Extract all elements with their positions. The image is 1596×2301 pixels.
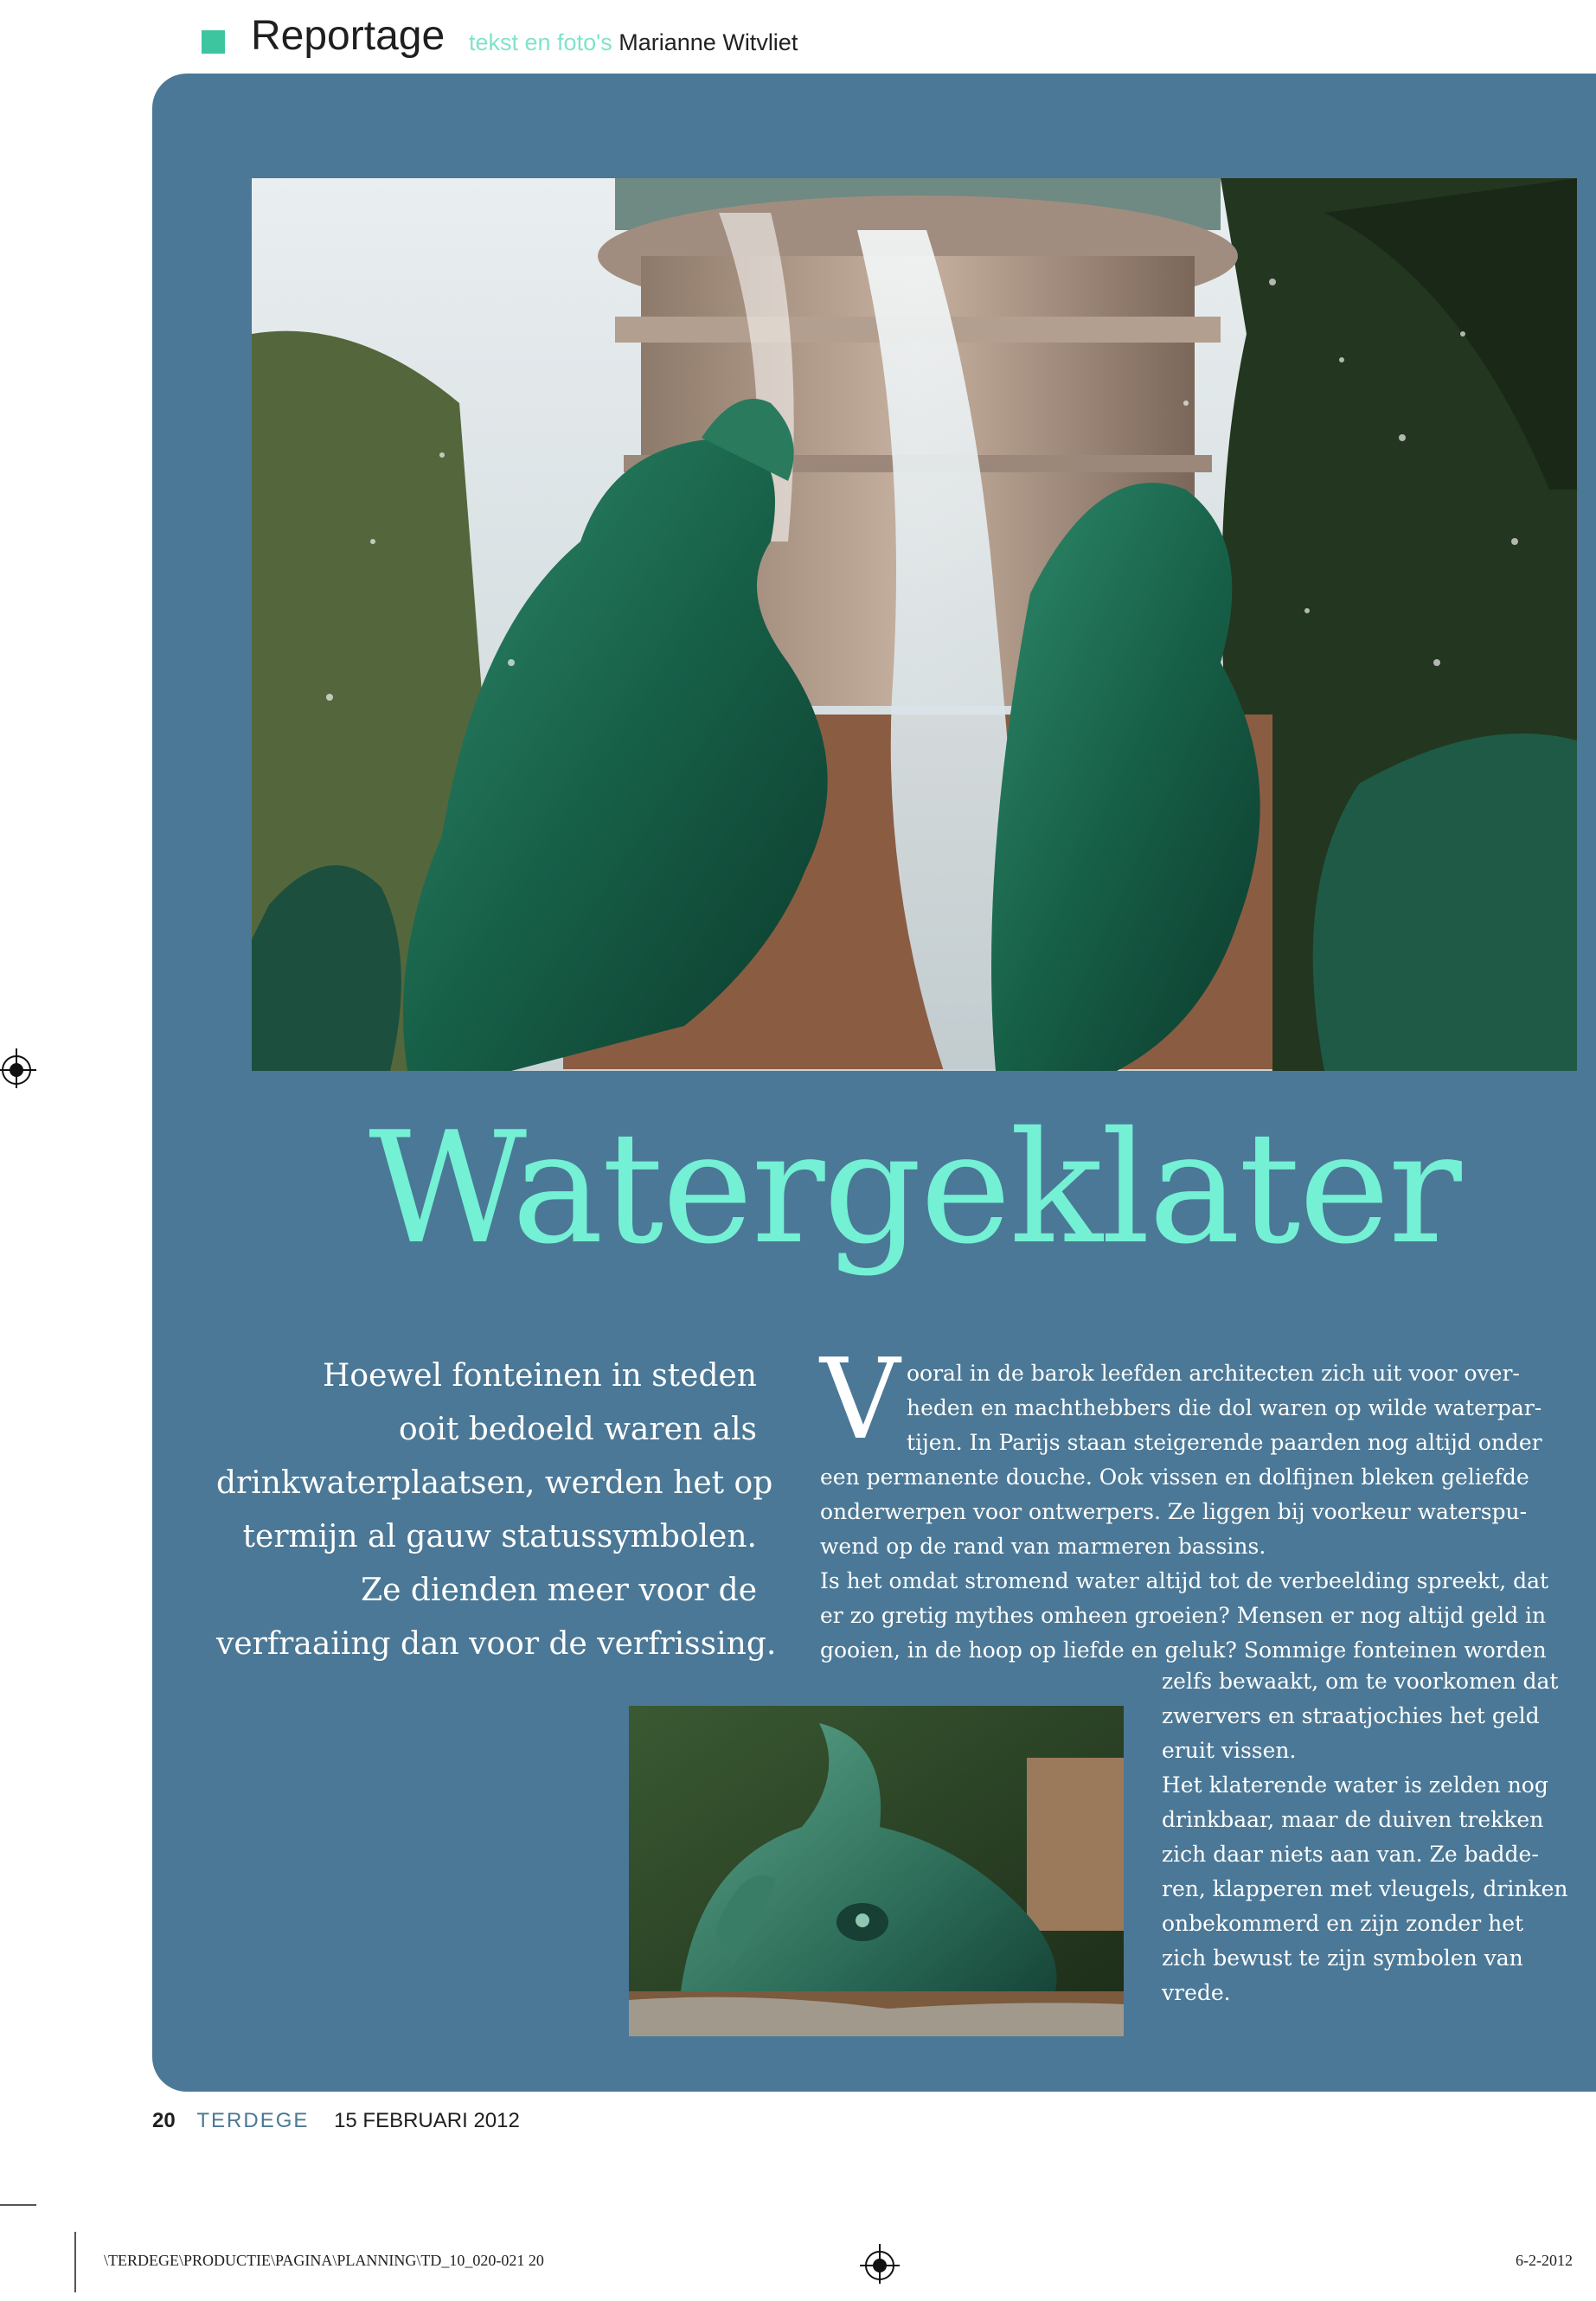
- intro-line: ooit bedoeld waren als: [398, 1412, 757, 1447]
- body-line: er zo gretig mythes omheen groeien? Mensen er nog altijd geld in: [820, 1603, 1547, 1628]
- body-line: vrede.: [1162, 1980, 1231, 2005]
- intro-line: verfraaiing dan voor de verfrissing.: [216, 1626, 777, 1662]
- body-line: zich bewust te zijn symbolen van: [1162, 1945, 1523, 1971]
- body-line: tijen. In Parijs staan steigerende paarden nog altijd onder: [907, 1430, 1542, 1455]
- body-line: onbekommerd en zijn zonder het: [1162, 1911, 1524, 1936]
- fountain-horses-photo: [252, 178, 1577, 1071]
- body-line: zelfs bewaakt, om te voorkomen dat: [1162, 1669, 1559, 1694]
- body-line: zwervers en straatjochies het geld: [1162, 1703, 1540, 1728]
- section-marker: [202, 30, 225, 54]
- print-slug-date: 6-2-2012: [1516, 2252, 1573, 2269]
- registration-mark-left-vertical: [16, 1048, 17, 1088]
- issue-date: 15 FEBRUARI 2012: [334, 2109, 520, 2132]
- body-line: gooien, in de hoop op liefde en geluk? Sommige fonteinen worden: [820, 1638, 1547, 1663]
- fountain-fish-photo: [629, 1706, 1124, 2036]
- trim-mark: [74, 2232, 76, 2292]
- article-headline: Watergeklater: [369, 1099, 1460, 1278]
- magazine-name: TERDEGE: [196, 2109, 310, 2132]
- print-slug-path: \TERDEGE\PRODUCTIE\PAGINA\PLANNING\TD_10_020-021 20: [104, 2252, 544, 2269]
- page-number: 20: [152, 2109, 176, 2132]
- body-column-bottom: [1162, 1664, 1568, 2010]
- section-title: Reportage: [251, 13, 445, 59]
- body-line: ooral in de barok leefden architecten zich uit voor over-: [907, 1361, 1520, 1386]
- article-intro: [216, 1349, 777, 1671]
- body-line: onderwerpen voor ontwerpers. Ze liggen bij voorkeur waterspu-: [820, 1499, 1528, 1524]
- intro-line: Ze dienden meer voor de: [361, 1573, 757, 1608]
- body-line: Het klaterende water is zelden nog: [1162, 1772, 1548, 1798]
- body-line: Is het omdat stromend water altijd tot de verbeelding spreekt, dat: [820, 1568, 1549, 1593]
- body-line: een permanente douche. Ook vissen en dolfijnen bleken geliefde: [820, 1465, 1529, 1490]
- body-line: wend op de rand van marmeren bassins.: [820, 1534, 1266, 1559]
- intro-line: termijn al gauw statussymbolen.: [242, 1519, 757, 1554]
- body-line: heden en machthebbers die dol waren op wilde waterpar-: [907, 1395, 1542, 1420]
- trim-mark: [0, 2204, 36, 2206]
- registration-mark-bottom-vertical: [879, 2244, 881, 2284]
- intro-line: drinkwaterplaatsen, werden het op: [216, 1465, 773, 1501]
- drop-cap: V: [820, 1336, 901, 1465]
- credit-label: tekst en foto's: [469, 29, 612, 55]
- author-credit: [469, 29, 798, 56]
- intro-line: Hoewel fonteinen in steden: [323, 1358, 757, 1394]
- body-column-top: [820, 1356, 1564, 1668]
- body-line: zich daar niets aan van. Ze badde-: [1162, 1842, 1539, 1867]
- body-line: eruit vissen.: [1162, 1738, 1297, 1763]
- credit-name: Marianne Witvliet: [619, 29, 798, 55]
- body-line: ren, klapperen met vleugels, drinken: [1162, 1876, 1568, 1901]
- body-line: drinkbaar, maar de duiven trekken: [1162, 1807, 1544, 1832]
- page-footer: [152, 2109, 520, 2133]
